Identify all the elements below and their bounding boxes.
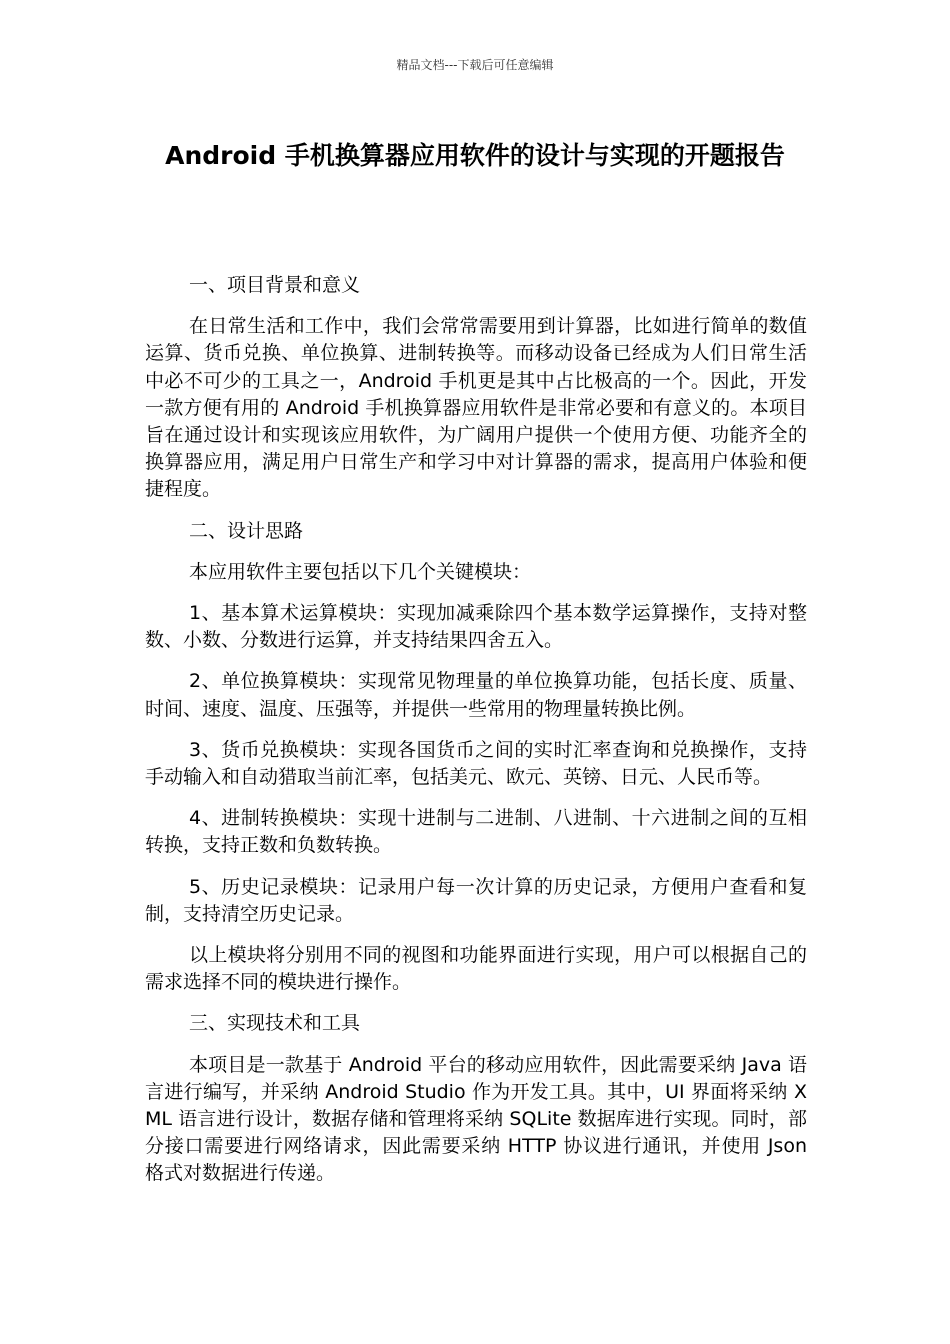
document-body	[145, 272, 807, 1202]
page-header: 精品文档---下载后可任意编辑	[396, 58, 554, 72]
paragraph-module-currency: 3、货币兑换模块：实现各国货币之间的实时汇率查询和兑换操作，支持手动输入和自动猎取当前汇率，包括美元、欧元、英镑、日元、人民币等。	[145, 738, 807, 789]
document-title: Android 手机换算器应用软件的设计与实现的开题报告	[165, 141, 785, 170]
section-heading-design: 二、设计思路	[189, 519, 304, 542]
paragraph-module-unit: 2、单位换算模块：实现常见物理量的单位换算功能，包括长度、质量、时间、速度、温度、压强等，并提供一些常用的物理量转换比例。	[145, 670, 807, 720]
paragraph-design-summary: 以上模块将分别用不同的视图和功能界面进行实现，用户可以根据自己的需求选择不同的模块进行操作。	[145, 944, 807, 994]
paragraph-module-arithmetic: 1、基本算术运算模块：实现加减乘除四个基本数学运算操作，支持对整数、小数、分数进行运算，并支持结果四舍五入。	[145, 602, 807, 652]
paragraph-module-radix: 4、进制转换模块：实现十进制与二进制、八进制、十六进制之间的互相转换，支持正数和负数转换。	[145, 807, 807, 857]
section-heading-background: 一、项目背景和意义	[189, 274, 361, 296]
section-heading-technology: 三、实现技术和工具	[189, 1012, 361, 1035]
paragraph-module-history: 5、历史记录模块：记录用户每一次计算的历史记录，方便用户查看和复制，支持清空历史记录。	[145, 875, 807, 925]
paragraph-design-intro: 本应用软件主要包括以下几个关键模块：	[189, 560, 532, 583]
paragraph-technology: 本项目是一款基于 Android 平台的移动应用软件，因此需要采纳 Java 语言进行编写，并采纳 Android Studio 作为开发工具。其中，UI 界面将采纳 XML 语言进行设计，数据存储和管理将采纳 SQLite 数据库进行实现。同时，部分接口需要进行网络请求，因此需要采纳 HTTP 协议进行通讯，并使用 Json 格式对数据进行传递。	[145, 1053, 807, 1185]
paragraph-background: 在日常生活和工作中，我们会常常需要用到计算器，比如进行简单的数值运算、货币兑换、单位换算、进制转换等。而移动设备已经成为人们日常生活中必不可少的工具之一，Android 手机更是其中占比极高的一个。因此，开发一款方便有用的 Android 手机换算器应用软件是非常必要和有意义的。本项目旨在通过设计和实现该应用软件，为广阔用户提供一个使用方便、功能齐全的换算器应用，满足用户日常生产和学习中对计算器的需求，提高用户体验和便捷程度。	[145, 315, 807, 501]
